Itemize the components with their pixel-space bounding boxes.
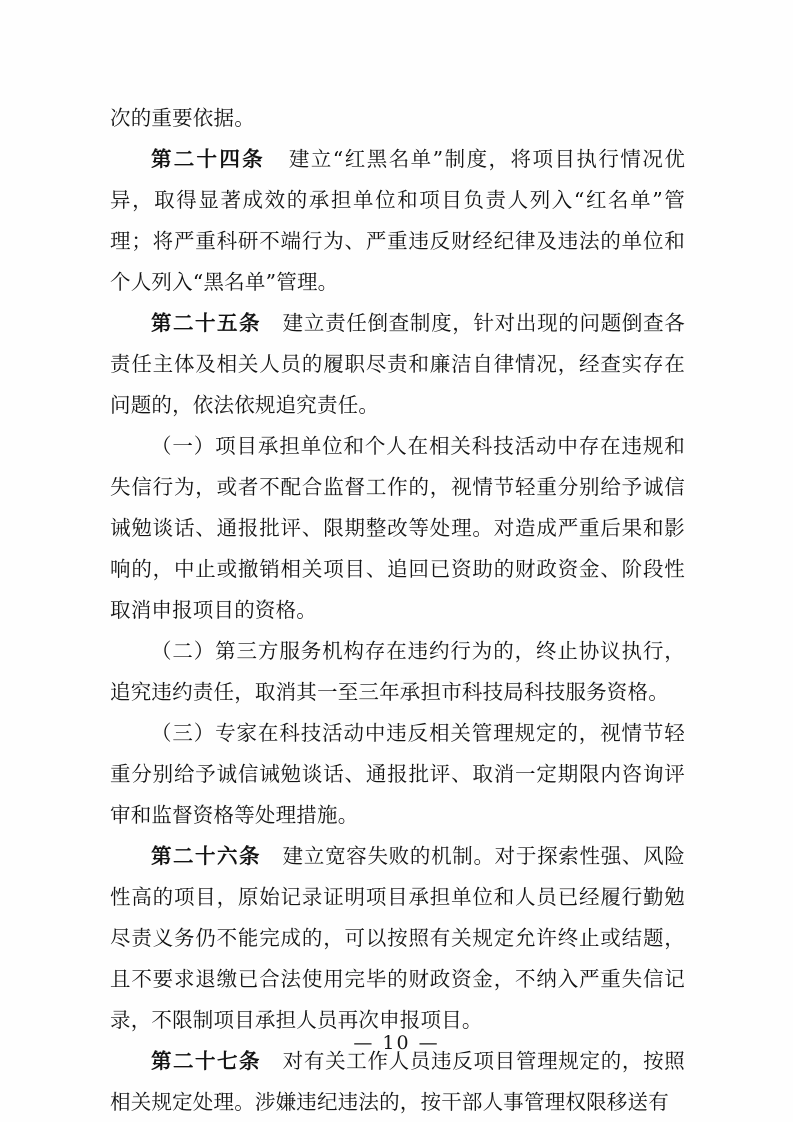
page-number: — 10 —: [353, 1032, 440, 1054]
paragraph-article-26: [110, 836, 685, 1041]
article-label-25: 第二十五条: [151, 311, 262, 335]
paragraph-item-3: [110, 713, 685, 836]
paragraph-text: 建立“红黑名单”制度，将项目执行情况优异，取得显著成效的承担单位和项目负责人列入“红名单”管理；将严重科研不端行为、严重违反财经纪律及违法的单位和个人列入“黑名单”管理。: [110, 147, 686, 294]
paragraph-article-24: [110, 139, 685, 303]
paragraph-text: （三）专家在科技活动中违反相关管理规定的，视情节轻重分别给予诚信诫勉谈话、通报批评、取消一定期限内咨询评审和监督资格等处理措施。: [110, 721, 685, 827]
paragraph-text: 建立责任倒查制度，针对出现的问题倒查各责任主体及相关人员的履职尽责和廉洁自律情况，经查实存在问题的，依法依规追究责任。: [110, 311, 685, 417]
paragraph-text: （二）第三方服务机构存在违约行为的，终止协议执行，追究违约责任，取消其一至三年承担市科技局科技服务资格。: [110, 639, 685, 704]
paragraph-continuation: [110, 98, 685, 139]
paragraph-text: 建立宽容失败的机制。对于探索性强、风险性高的项目，原始记录证明项目承担单位和人员已经履行勤勉尽责义务仍不能完成的，可以按照有关规定允许终止或结题，且不要求退缴已合法使用完毕的财政资金，不纳入严重失信记录，不限制项目承担人员再次申报项目。: [110, 844, 685, 1032]
paragraph-item-2: [110, 631, 685, 713]
article-label-24: 第二十四条: [151, 147, 265, 171]
document-body: [110, 98, 685, 1123]
paragraph-item-1: [110, 426, 685, 631]
article-label-26: 第二十六条: [151, 844, 262, 868]
paragraph-text: 次的重要依据。: [110, 106, 255, 130]
article-label-27: 第二十七条: [151, 1049, 262, 1073]
paragraph-article-25: [110, 303, 685, 426]
paragraph-text: （一）项目承担单位和个人在相关科技活动中存在违规和失信行为，或者不配合监督工作的，视情节轻重分别给予诚信诫勉谈话、通报批评、限期整改等处理。对造成严重后果和影响的，中止或撤销相关项目、追回已资助的财政资金、阶段性取消申报项目的资格。: [110, 434, 685, 622]
paragraph-text: 对有关工作人员违反项目管理规定的，按照相关规定处理。涉嫌违纪违法的，按干部人事管理权限移送有: [110, 1049, 685, 1114]
